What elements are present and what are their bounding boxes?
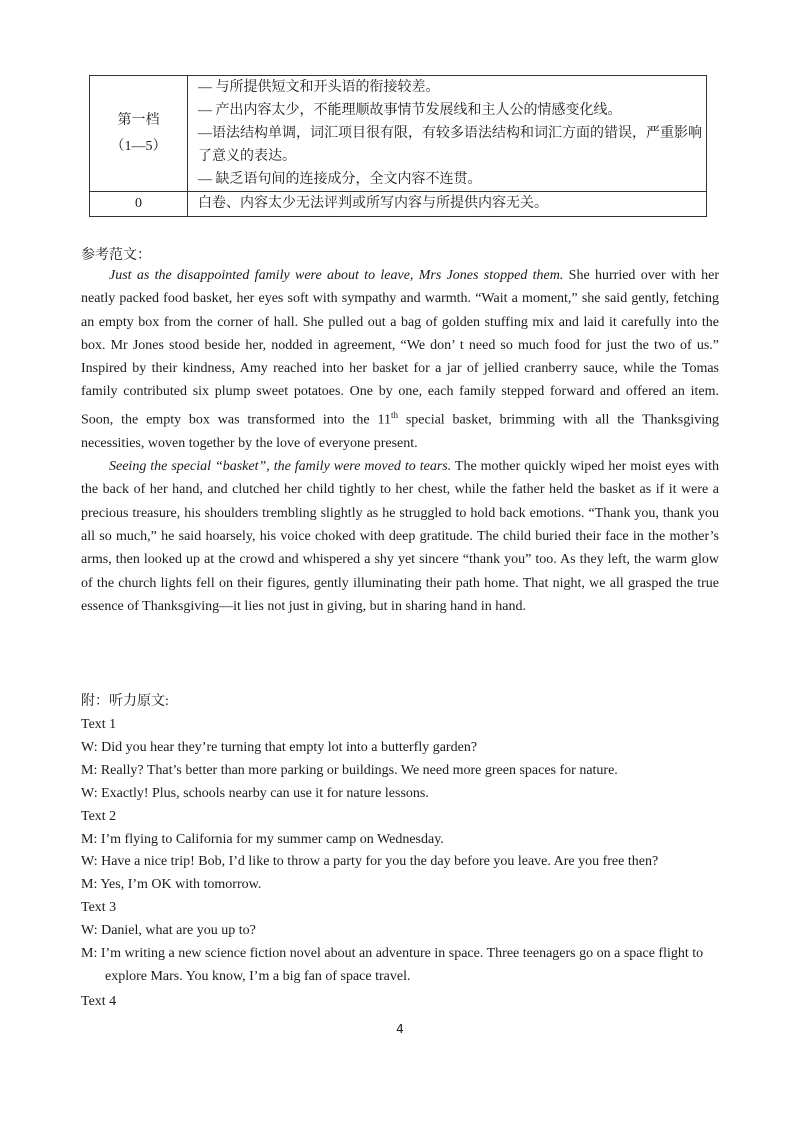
zero-grade-desc: 白卷、内容太少无法评判或所写内容与所提供内容无关。 bbox=[188, 192, 707, 217]
transcript-line: Text 4 bbox=[81, 993, 117, 1009]
transcript-line: W: Have a nice trip! Bob, I’d like to throw a party for you the day before you leave. Are you free then? bbox=[81, 854, 659, 870]
transcript-line: M: I’m flying to California for my summer camp on Wednesday. bbox=[81, 831, 444, 847]
transcript-line: M: Yes, I’m OK with tomorrow. bbox=[81, 877, 262, 893]
page-number: 4 bbox=[396, 1022, 404, 1036]
transcript-line: Text 1 bbox=[81, 717, 117, 732]
paragraph-2-opening: Seeing the special “basket”, the family were moved to tears. bbox=[109, 459, 452, 475]
ordinal-suffix: th bbox=[390, 409, 398, 420]
transcript-line: Text 3 bbox=[81, 900, 117, 916]
transcript-line: M: I’m writing a new science fiction novel about an adventure in space. Three teenagers go on a space flight to explore Mars. You know, I’m a big fan of space travel. bbox=[81, 946, 704, 984]
transcript-line: Text 2 bbox=[81, 808, 117, 824]
essay-paragraph-2 bbox=[81, 455, 719, 618]
criterion: — 与所提供短文和开头语的衔接较差。 bbox=[198, 80, 440, 95]
grade-label: 第一档 bbox=[117, 112, 160, 128]
sample-essay-heading: 参考范文： bbox=[81, 248, 151, 263]
listening-transcript bbox=[81, 714, 721, 1014]
transcript-line: M: Really? That’s better than more parking or buildings. We need more green spaces for nature. bbox=[81, 762, 618, 778]
grade-range: （1—5） bbox=[110, 138, 167, 154]
criteria-cell bbox=[188, 76, 707, 192]
grade-cell bbox=[90, 76, 188, 192]
criterion: — 缺乏语句间的连接成分，全文内容不连贯。 bbox=[198, 172, 482, 187]
zero-grade-label: 0 bbox=[90, 192, 188, 217]
transcript-line: W: Exactly! Plus, schools nearby can use it for nature lessons. bbox=[81, 785, 429, 801]
sample-essay bbox=[81, 264, 719, 618]
listening-heading: 附：听力原文: bbox=[81, 694, 169, 709]
criterion: —语法结构单调，词汇项目很有限，有较多语法结构和词汇方面的错误，严重影响了意义的表达。 bbox=[198, 126, 702, 164]
criterion: — 产出内容太少，不能理顺故事情节发展线和主人公的情感变化线。 bbox=[198, 103, 622, 118]
paragraph-1-body-end: special basket, brimming with all the Thanksgiving necessities, woven together by the love of everyone present. bbox=[81, 412, 719, 451]
transcript-line: W: Did you hear they’re turning that empty lot into a butterfly garden? bbox=[81, 739, 478, 755]
paragraph-2-body: The mother quickly wiped her moist eyes with the back of her hand, and clutched her child tightly to her chest, while the father held the basket as if it were a precious treasure, his shoulders trembling slightly as he struggled to hold back emotions. “Thank you, thank you all so much,” he said hoarsely, his voice choked with deep gratitude. The child buried their face in the mother’s arms, then looked up at the crowd and whispered a shy yet sincere “thank you” too. As they left, the warm glow of the church lights fell on their figures, gently illuminating their path home. That night, we all grasped the true essence of Thanksgiving—it lies not just in giving, but in sharing hand in hand. bbox=[81, 459, 720, 614]
scoring-rubric-table bbox=[89, 75, 707, 217]
transcript-line: W: Daniel, what are you up to? bbox=[81, 923, 256, 939]
paragraph-1-opening: Just as the disappointed family were about to leave, Mrs Jones stopped them. bbox=[109, 268, 564, 283]
paragraph-1-body: She hurried over with her neatly packed food basket, her eyes soft with sympathy and warmth. “Wait a moment,” she said gently, fetching an empty box from the corner of hall. She pulled out a bag of golden stuffing mix and laid it carefully into the box. Mr Jones stood beside her, nodded in agreement, “We don’ t need so much food for just the two of us.” Inspired by their kindness, Amy reached into her basket for a jar of jellied cranberry sauce, while the Tomas family contributed six plump sweet potatoes. One by one, each family stepped forward and offered an item. Soon, the empty box was transformed into the 11 bbox=[81, 268, 719, 428]
essay-paragraph-1 bbox=[81, 264, 719, 455]
